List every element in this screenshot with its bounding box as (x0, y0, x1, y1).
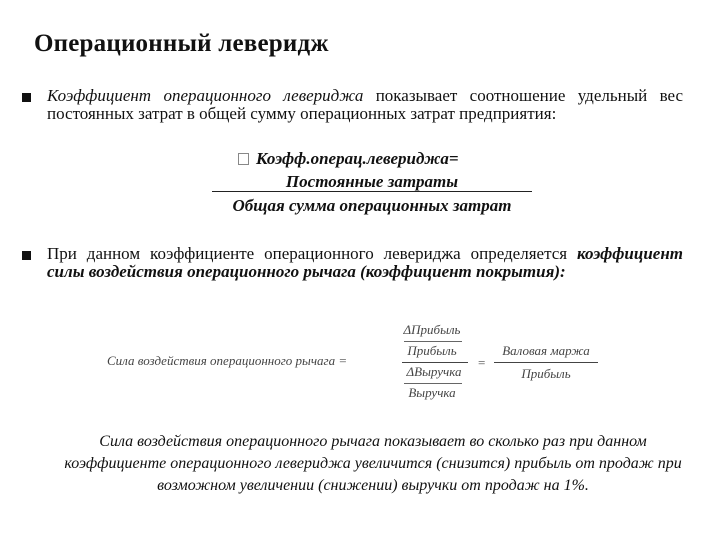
formula-2-right-line (494, 362, 598, 363)
formula-1-numerator-text: Постоянные затраты (285, 172, 459, 191)
formula-2-label: Сила воздействия операционного рычага = (107, 353, 348, 368)
formula-1-denominator-text: Общая сумма операционных затрат (232, 196, 512, 215)
term-operating-leverage-coefficient: Коэффициент операционного левериджа (47, 86, 364, 105)
formula-2-inner-den-line (404, 383, 462, 384)
formula-2-main-line (402, 362, 468, 363)
formula-2-right-num: Валовая маржа (502, 343, 590, 358)
formula-2-inner-num-top: ΔПрибыль (403, 322, 461, 337)
formula-1-lhs-text: Коэфф.операц.левериджа= (256, 149, 459, 168)
bullet-2-lead: При данном коэффициенте операционного левериджа определяется (47, 244, 578, 263)
formula-2-inner-num-bottom: Прибыль (407, 343, 457, 358)
bullet-marker (22, 251, 31, 260)
page-title: Операционный леверидж (34, 30, 329, 57)
formula-1-fraction-line (212, 191, 532, 192)
formula-2-equals: = (478, 355, 486, 370)
formula-2-right-den: Прибыль (521, 366, 571, 381)
formula-1-lhs (238, 149, 538, 169)
bullet-marker (22, 93, 31, 102)
formula-2-inner-den-top: ΔВыручка (406, 364, 462, 379)
checkbox-glyph-icon (238, 153, 249, 165)
formula-2-inner-den-bottom: Выручка (408, 385, 456, 400)
bullet-2-text (47, 245, 683, 280)
explanatory-note: Сила воздействия операционного рычага показывает во сколько раз при данном коэффициенте операционного левериджа увеличится (снизится) прибыль от продаж при возможном увеличении (снижении) выручки от продаж на 1%. (64, 433, 682, 494)
formula-1-numerator (212, 172, 532, 192)
bullet-1-rest: показывает соотношение удельный вес постоянных затрат в общей сумму операционных затрат предприятия: (47, 86, 684, 123)
term-leverage-force-coefficient: коэффициент силы воздействия операционного рычага (коэффициент покрытия): (47, 244, 683, 281)
bullet-1-text (47, 87, 683, 122)
formula-1-denominator (192, 196, 552, 216)
formula-2-inner-num-line (404, 341, 462, 342)
